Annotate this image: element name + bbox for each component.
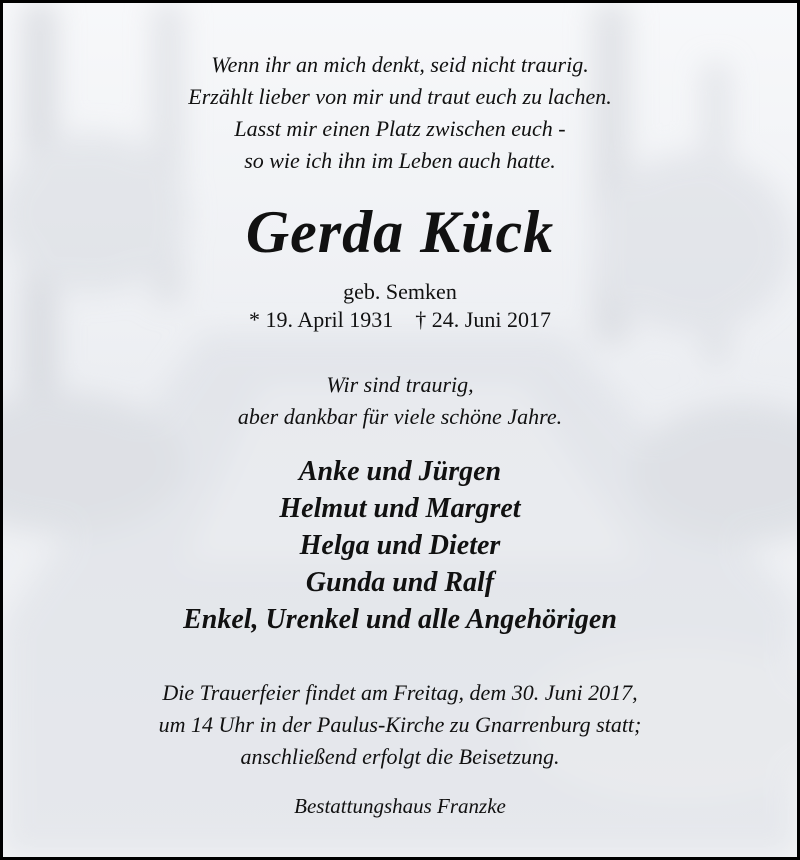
service-line: um 14 Uhr in der Paulus-Kirche zu Gnarrenburg statt; — [158, 712, 642, 737]
thanks-line: Wir sind traurig, — [326, 372, 474, 397]
poem-line: Lasst mir einen Platz zwischen euch - — [234, 116, 566, 141]
service-line: Die Trauerfeier findet am Freitag, dem 30. Juni 2017, — [162, 680, 638, 705]
death-date: † 24. Juni 2017 — [415, 307, 551, 332]
birth-date: * 19. April 1931 — [249, 307, 394, 332]
poem-line: Wenn ihr an mich denkt, seid nicht traurig. — [211, 52, 589, 77]
mourner: Gunda und Ralf — [305, 567, 495, 598]
thanks-line: aber dankbar für viele schöne Jahre. — [237, 404, 563, 429]
service-line: anschließend erfolgt die Beisetzung. — [240, 744, 560, 769]
undertaker: Bestattungshaus Franzke — [294, 794, 506, 818]
mourner: Anke und Jürgen — [298, 456, 502, 487]
mourner: Helmut und Margret — [279, 493, 521, 524]
mourner: Enkel, Urenkel und alle Angehörigen — [183, 604, 617, 635]
life-dates — [3, 305, 797, 335]
deceased-name: Gerda Kück — [245, 199, 555, 265]
poem-line: so wie ich ihn im Leben auch hatte. — [244, 148, 556, 173]
poem-line: Erzählt lieber von mir und traut euch zu lachen. — [188, 84, 612, 109]
mourner: Helga und Dieter — [299, 530, 501, 561]
notice-text — [3, 3, 797, 857]
maiden-name: geb. Semken — [343, 279, 457, 304]
